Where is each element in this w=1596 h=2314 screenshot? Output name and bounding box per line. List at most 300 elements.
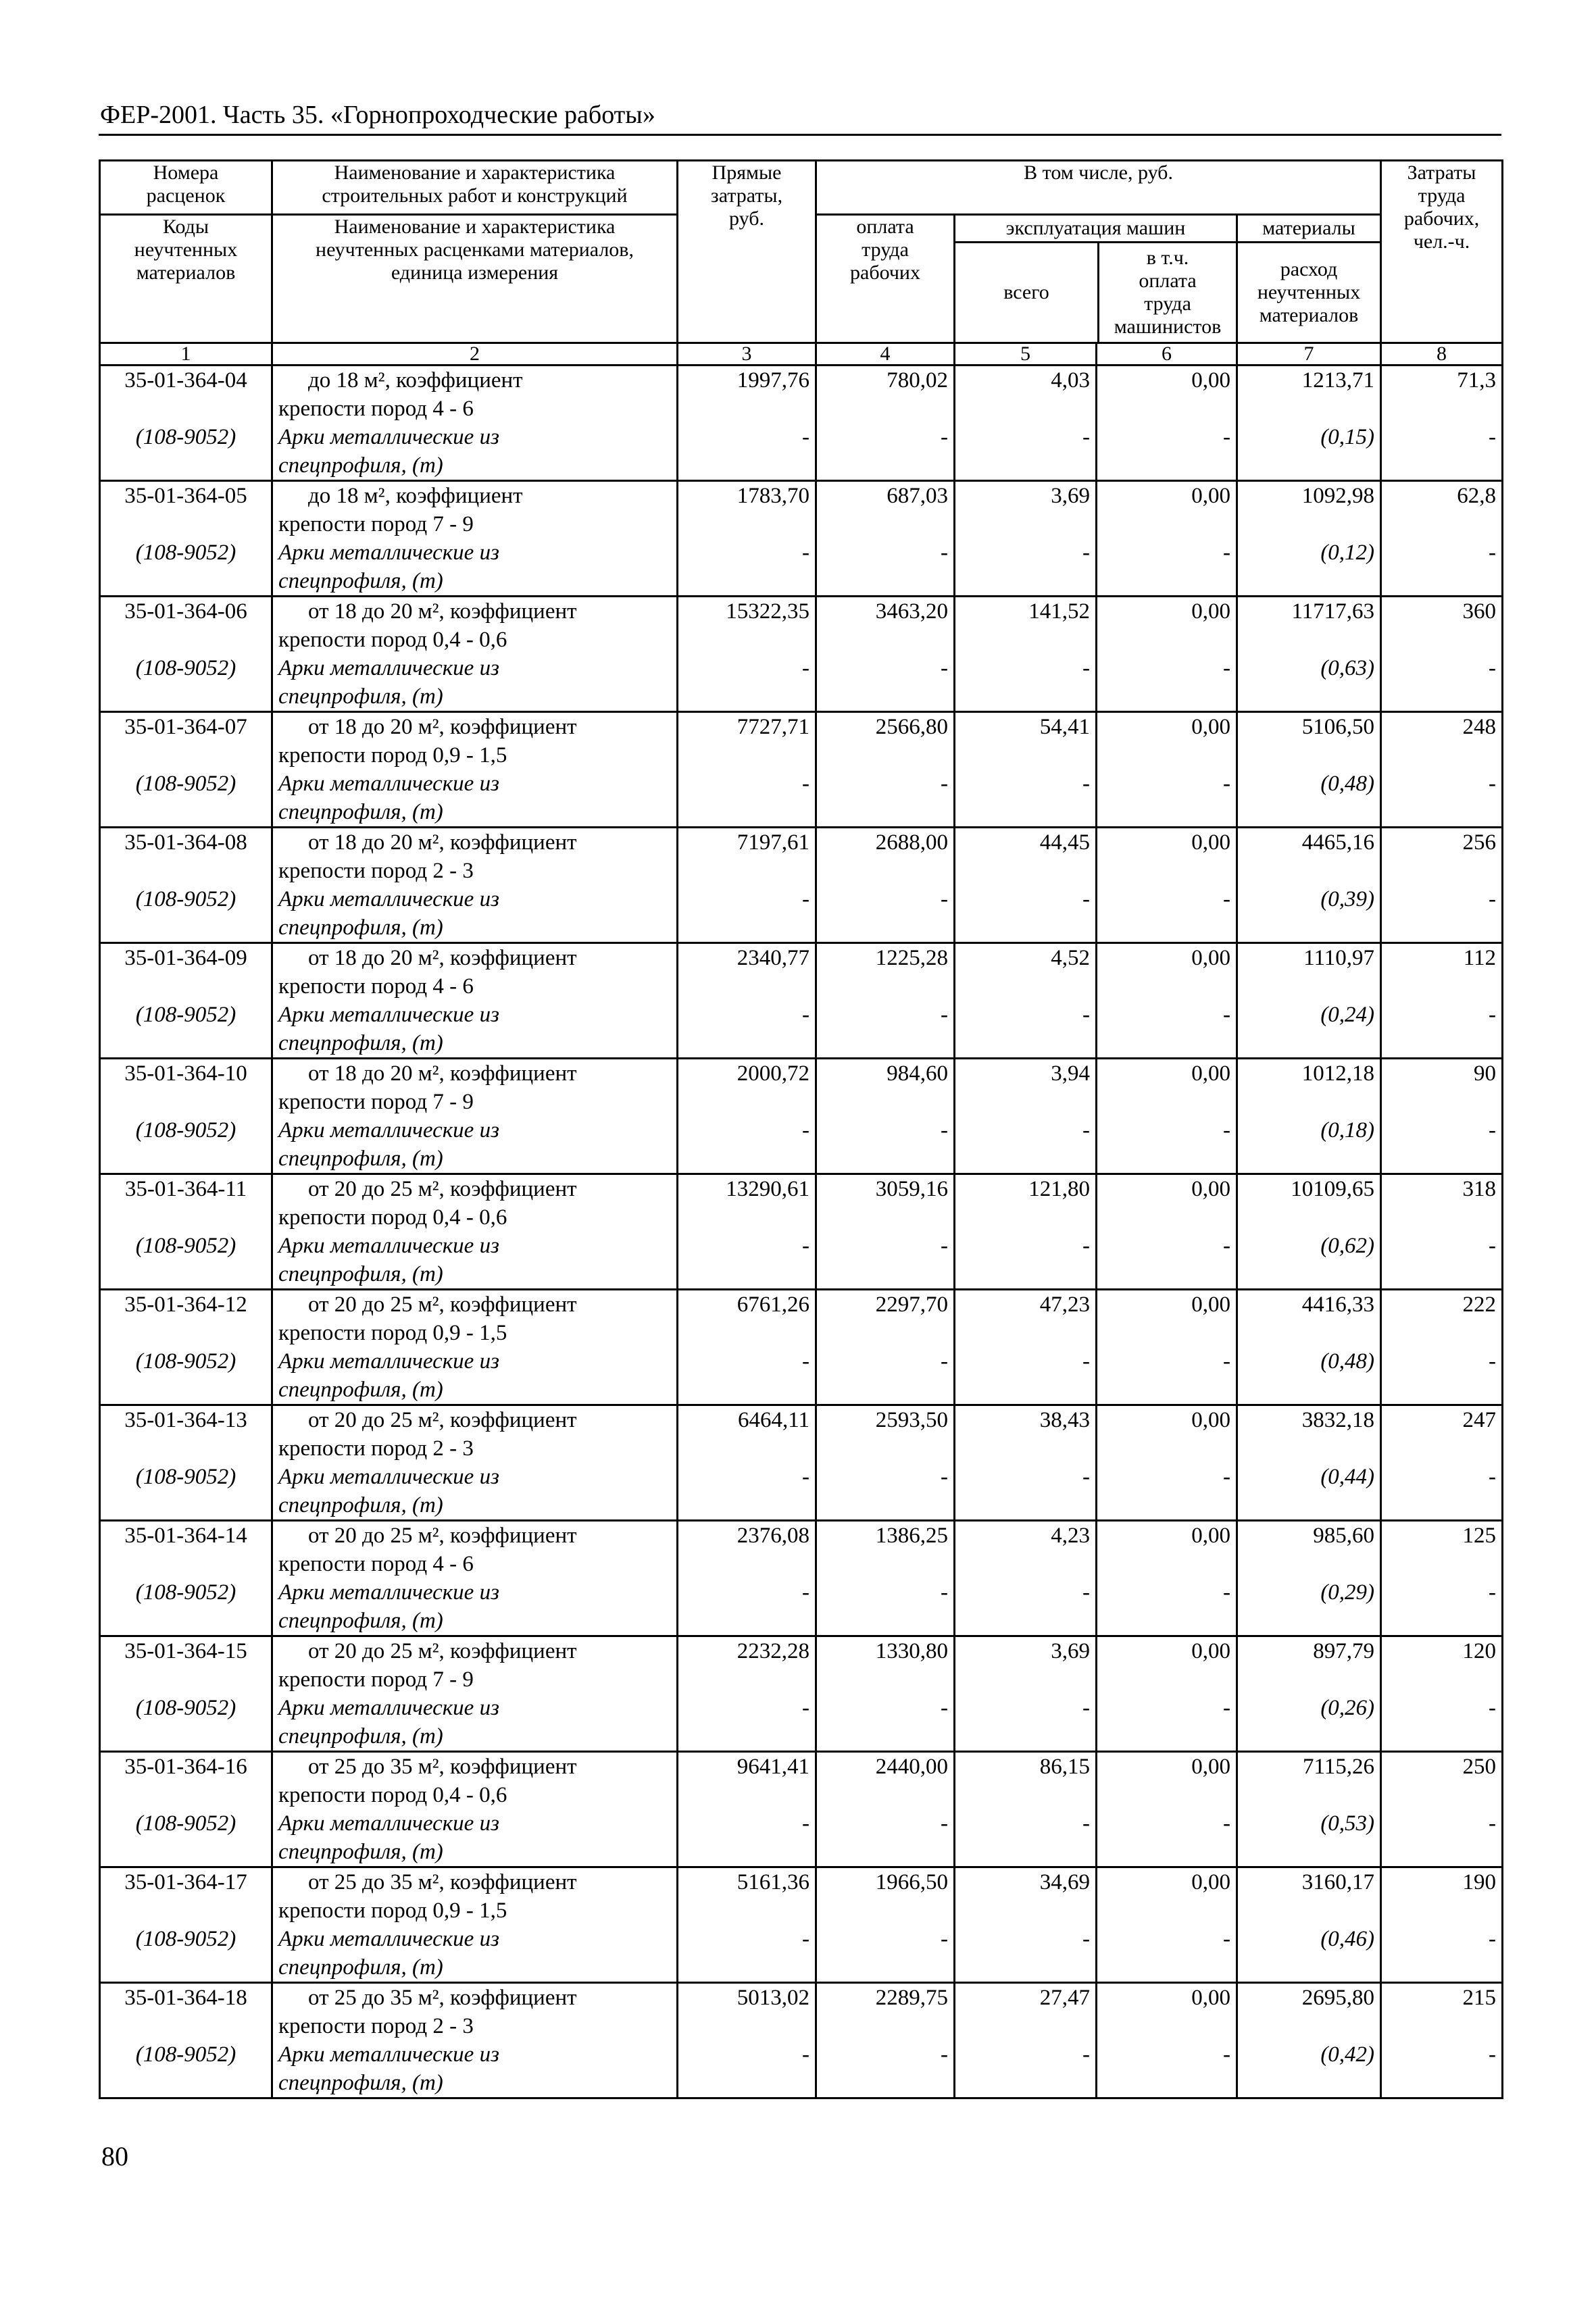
text-line: (108-9052) — [135, 1349, 236, 1374]
text-line: (108-9052) — [135, 1696, 236, 1720]
direct-costs: 7197,61 — [678, 828, 816, 886]
machinist-pay: 0,00 — [1097, 1983, 1237, 2041]
labor-hours: 112 — [1381, 943, 1503, 1001]
header-line: расход — [1280, 258, 1338, 280]
text-line: Арки металлические из — [278, 1696, 499, 1720]
material-quantity: (0,63) — [1237, 654, 1381, 712]
dash: - — [1381, 1809, 1503, 1867]
rate-row — [100, 1290, 1503, 1348]
text-line — [106, 1029, 266, 1057]
dash: - — [678, 885, 816, 943]
machines-total: 34,69 — [955, 1867, 1097, 1926]
dash: - — [678, 1001, 816, 1059]
labor-hours: 250 — [1381, 1752, 1503, 1810]
dash: - — [1381, 1694, 1503, 1752]
labor-pay: 984,60 — [816, 1059, 955, 1117]
text-line: (108-9052) — [135, 656, 236, 680]
text-line — [106, 1088, 266, 1116]
text-line — [106, 626, 266, 654]
direct-costs: 1783,70 — [678, 481, 816, 539]
material-row — [100, 1809, 1503, 1867]
material-row — [100, 1925, 1503, 1983]
rate-row — [100, 1636, 1503, 1694]
header-line: машинистов — [1114, 316, 1222, 338]
header-material-codes — [100, 215, 272, 343]
text-line: от 18 до 20 м², коэффициент — [308, 830, 577, 855]
material-quantity: (0,12) — [1237, 538, 1381, 597]
dash: - — [816, 1809, 955, 1867]
text-line — [106, 1838, 266, 1866]
materials-cost: 11717,63 — [1237, 597, 1381, 655]
text-line: (108-9052) — [135, 1234, 236, 1258]
text-line: (108-9052) — [135, 887, 236, 911]
machines-total: 141,52 — [955, 597, 1097, 655]
material-code — [100, 1232, 272, 1290]
text-line — [106, 1953, 266, 1982]
text-line: 35-01-364-07 — [124, 715, 247, 739]
work-description — [272, 712, 678, 770]
dash: - — [816, 1116, 955, 1174]
header-machines-total: всего — [955, 243, 1099, 342]
material-code — [100, 423, 272, 481]
text-line: 35-01-364-15 — [124, 1639, 247, 1663]
material-name — [272, 885, 678, 943]
text-line: от 20 до 25 м², коэффициент — [308, 1639, 577, 1663]
rate-code — [100, 1983, 272, 2041]
material-code — [100, 1925, 272, 1983]
machinist-pay: 0,00 — [1097, 1752, 1237, 1810]
dash: - — [1097, 1694, 1237, 1752]
material-row — [100, 1694, 1503, 1752]
machines-total: 3,69 — [955, 1636, 1097, 1694]
header-work-name — [272, 161, 678, 215]
text-line: спецпрофиля, (т) — [278, 453, 443, 478]
material-row — [100, 654, 1503, 712]
dash: - — [1381, 1578, 1503, 1636]
text-line: спецпрофиля, (т) — [278, 915, 443, 940]
text-line: крепости пород 0,4 - 0,6 — [278, 1205, 507, 1230]
direct-costs: 2340,77 — [678, 943, 816, 1001]
text-line: Арки металлические из — [278, 425, 499, 449]
machinist-pay: 0,00 — [1097, 1405, 1237, 1463]
material-name — [272, 1578, 678, 1636]
header-line: в т.ч. — [1146, 247, 1189, 269]
dash: - — [678, 1694, 816, 1752]
text-line: от 25 до 35 м², коэффициент — [308, 1755, 577, 1779]
text-line: (108-9052) — [135, 1927, 236, 1951]
machinist-pay: 0,00 — [1097, 1290, 1237, 1348]
column-number: 3 — [678, 343, 816, 366]
labor-pay: 1225,28 — [816, 943, 955, 1001]
dash: - — [955, 2040, 1097, 2098]
material-name — [272, 2040, 678, 2098]
header-machines: эксплуатация машин — [955, 216, 1236, 243]
text-line: Арки металлические из — [278, 1234, 499, 1258]
header-line: Коды — [162, 216, 209, 238]
rate-code — [100, 481, 272, 539]
header-line: материалов — [1259, 304, 1359, 326]
rate-code — [100, 1752, 272, 1810]
work-description — [272, 597, 678, 655]
text-line: (108-9052) — [135, 772, 236, 796]
text-line — [106, 2069, 266, 2097]
materials-cost: 2695,80 — [1237, 1983, 1381, 2041]
text-line: спецпрофиля, (т) — [278, 569, 443, 593]
dash: - — [955, 1116, 1097, 1174]
material-quantity: (0,46) — [1237, 1925, 1381, 1983]
material-name — [272, 423, 678, 481]
text-line — [106, 1491, 266, 1519]
text-line — [106, 913, 266, 942]
material-row — [100, 538, 1503, 597]
material-name — [272, 1232, 678, 1290]
labor-pay: 687,03 — [816, 481, 955, 539]
column-number: 8 — [1381, 343, 1503, 366]
text-line: 35-01-364-06 — [124, 599, 247, 624]
text-line: Арки металлические из — [278, 1349, 499, 1374]
text-line — [106, 1203, 266, 1232]
material-code — [100, 1116, 272, 1174]
machines-total: 44,45 — [955, 828, 1097, 886]
text-line: (108-9052) — [135, 1811, 236, 1836]
rate-row — [100, 1405, 1503, 1463]
text-line: от 18 до 20 м², коэффициент — [308, 1061, 577, 1086]
material-name — [272, 1925, 678, 1983]
table-header — [100, 161, 1503, 366]
text-line: крепости пород 2 - 3 — [278, 2014, 474, 2038]
direct-costs: 9641,41 — [678, 1752, 816, 1810]
text-line: от 20 до 25 м², коэффициент — [308, 1524, 577, 1548]
direct-costs: 5013,02 — [678, 1983, 816, 2041]
text-line: Арки металлические из — [278, 887, 499, 911]
dash: - — [955, 1694, 1097, 1752]
machines-total: 86,15 — [955, 1752, 1097, 1810]
dash: - — [678, 538, 816, 597]
machines-total: 3,69 — [955, 481, 1097, 539]
material-row — [100, 885, 1503, 943]
dash: - — [816, 423, 955, 481]
header-including: В том числе, руб. — [816, 161, 1381, 215]
text-line — [106, 1145, 266, 1173]
text-line: Арки металлические из — [278, 656, 499, 680]
work-description — [272, 1983, 678, 2041]
header-line: Наименование и характеристика — [334, 161, 616, 184]
material-row — [100, 1116, 1503, 1174]
dash: - — [678, 770, 816, 828]
material-code — [100, 1001, 272, 1059]
text-line: спецпрофиля, (т) — [278, 1031, 443, 1055]
text-line: крепости пород 0,9 - 1,5 — [278, 1898, 507, 1923]
text-line: от 25 до 35 м², коэффициент — [308, 1986, 577, 2010]
rate-code — [100, 712, 272, 770]
header-rule — [99, 134, 1501, 136]
rate-row — [100, 1983, 1503, 2041]
machinist-pay: 0,00 — [1097, 1174, 1237, 1232]
rate-row — [100, 1059, 1503, 1117]
material-code — [100, 1578, 272, 1636]
work-description — [272, 1521, 678, 1579]
text-line: (108-9052) — [135, 1118, 236, 1142]
text-line: 35-01-364-14 — [124, 1524, 247, 1548]
text-line: спецпрофиля, (т) — [278, 2071, 443, 2095]
text-line: 35-01-364-17 — [124, 1870, 247, 1894]
material-name — [272, 1001, 678, 1059]
dash: - — [1381, 885, 1503, 943]
text-line: Арки металлические из — [278, 1927, 499, 1951]
machinist-pay: 0,00 — [1097, 1521, 1237, 1579]
text-line: до 18 м², коэффициент — [308, 368, 523, 393]
dash: - — [1097, 770, 1237, 828]
text-line — [106, 567, 266, 595]
labor-hours: 247 — [1381, 1405, 1503, 1463]
dash: - — [1381, 1347, 1503, 1405]
dash: - — [816, 1347, 955, 1405]
labor-pay: 2566,80 — [816, 712, 955, 770]
text-line: спецпрофиля, (т) — [278, 1609, 443, 1633]
labor-hours: 318 — [1381, 1174, 1503, 1232]
material-name — [272, 1694, 678, 1752]
labor-hours: 215 — [1381, 1983, 1503, 2041]
material-quantity: (0,42) — [1237, 2040, 1381, 2098]
machines-total: 4,23 — [955, 1521, 1097, 1579]
materials-cost: 1110,97 — [1237, 943, 1381, 1001]
work-description — [272, 481, 678, 539]
dash: - — [1097, 1925, 1237, 1983]
rate-row — [100, 943, 1503, 1001]
text-line: до 18 м², коэффициент — [308, 484, 523, 508]
dash: - — [1097, 1463, 1237, 1521]
machinist-pay: 0,00 — [1097, 1867, 1237, 1926]
dash: - — [1097, 2040, 1237, 2098]
materials-cost: 1213,71 — [1237, 366, 1381, 424]
text-line: от 18 до 20 м², коэффициент — [308, 599, 577, 624]
rate-code — [100, 1174, 272, 1232]
material-quantity: (0,44) — [1237, 1463, 1381, 1521]
header-line: труда — [1418, 184, 1466, 207]
labor-pay: 1966,50 — [816, 1867, 955, 1926]
dash: - — [1381, 1232, 1503, 1290]
header-line: труда — [862, 238, 909, 261]
labor-pay: 2593,50 — [816, 1405, 955, 1463]
dash: - — [955, 770, 1097, 828]
header-rate-number — [100, 161, 272, 215]
text-line: Арки металлические из — [278, 1118, 499, 1142]
text-line — [106, 1722, 266, 1751]
header-materials-group — [1237, 215, 1381, 343]
material-quantity: (0,24) — [1237, 1001, 1381, 1059]
material-code — [100, 770, 272, 828]
rate-code — [100, 828, 272, 886]
text-line: 35-01-364-13 — [124, 1408, 247, 1432]
direct-costs: 15322,35 — [678, 597, 816, 655]
materials-cost: 3832,18 — [1237, 1405, 1381, 1463]
column-number: 6 — [1097, 343, 1237, 366]
labor-hours: 222 — [1381, 1290, 1503, 1348]
labor-pay: 3463,20 — [816, 597, 955, 655]
machines-total: 47,23 — [955, 1290, 1097, 1348]
work-description — [272, 1290, 678, 1348]
machinist-pay: 0,00 — [1097, 481, 1237, 539]
machinist-pay: 0,00 — [1097, 1059, 1237, 1117]
header-line: рабочих, — [1403, 207, 1480, 230]
labor-hours: 256 — [1381, 828, 1503, 886]
labor-hours: 62,8 — [1381, 481, 1503, 539]
material-row — [100, 1463, 1503, 1521]
dash: - — [1381, 1463, 1503, 1521]
text-line: (108-9052) — [135, 1580, 236, 1605]
text-line: Арки металлические из — [278, 1580, 499, 1605]
work-description — [272, 828, 678, 886]
direct-costs: 2000,72 — [678, 1059, 816, 1117]
labor-pay: 1386,25 — [816, 1521, 955, 1579]
dash: - — [1097, 1809, 1237, 1867]
text-line: Арки металлические из — [278, 1003, 499, 1027]
dash: - — [1097, 885, 1237, 943]
dash: - — [955, 1809, 1097, 1867]
text-line: (108-9052) — [135, 1003, 236, 1027]
text-line — [106, 1896, 266, 1925]
dash: - — [955, 885, 1097, 943]
dash: - — [1097, 1001, 1237, 1059]
text-line — [106, 1319, 266, 1347]
dash: - — [1097, 1116, 1237, 1174]
column-numbers-row — [100, 343, 1503, 366]
material-row — [100, 2040, 1503, 2098]
header-line: Затраты — [1407, 161, 1476, 184]
labor-pay: 2297,70 — [816, 1290, 955, 1348]
material-code — [100, 1694, 272, 1752]
text-line: от 20 до 25 м², коэффициент — [308, 1292, 577, 1317]
text-line — [106, 451, 266, 480]
dash: - — [678, 1347, 816, 1405]
rate-row — [100, 1174, 1503, 1232]
header-line: неучтенных — [1257, 281, 1361, 303]
text-line: спецпрофиля, (т) — [278, 1724, 443, 1749]
rates-table — [99, 159, 1503, 2099]
page-number: 80 — [101, 2141, 128, 2171]
page-header: ФЕР-2001. Часть 35. «Горнопроходческие работы» — [100, 101, 655, 129]
text-line: крепости пород 7 - 9 — [278, 512, 474, 536]
text-line — [106, 1260, 266, 1288]
work-description — [272, 1752, 678, 1810]
text-line: крепости пород 7 - 9 — [278, 1090, 474, 1114]
dash: - — [955, 1001, 1097, 1059]
dash: - — [678, 1232, 816, 1290]
column-number: 7 — [1237, 343, 1381, 366]
rate-code — [100, 1636, 272, 1694]
rate-row — [100, 597, 1503, 655]
material-name — [272, 1809, 678, 1867]
text-line: спецпрофиля, (т) — [278, 1262, 443, 1286]
text-line: 35-01-364-05 — [124, 484, 247, 508]
dash: - — [1381, 423, 1503, 481]
work-description — [272, 943, 678, 1001]
text-line: от 18 до 20 м², коэффициент — [308, 946, 577, 970]
dash: - — [1097, 1578, 1237, 1636]
rate-code — [100, 1867, 272, 1926]
materials-cost: 5106,50 — [1237, 712, 1381, 770]
rate-code — [100, 597, 272, 655]
dash: - — [678, 423, 816, 481]
header-machinist-pay — [1099, 243, 1236, 342]
rate-row — [100, 1752, 1503, 1810]
material-code — [100, 654, 272, 712]
header-line: чел.-ч. — [1413, 230, 1470, 253]
material-quantity: (0,29) — [1237, 1578, 1381, 1636]
text-line — [106, 1781, 266, 1809]
direct-costs: 5161,36 — [678, 1867, 816, 1926]
text-line: Арки металлические из — [278, 540, 499, 565]
rate-row — [100, 828, 1503, 886]
dash: - — [1381, 1116, 1503, 1174]
materials-cost: 4416,33 — [1237, 1290, 1381, 1348]
text-line: от 20 до 25 м², коэффициент — [308, 1177, 577, 1201]
header-line: оплата — [856, 216, 914, 238]
material-code — [100, 1809, 272, 1867]
material-quantity: (0,48) — [1237, 770, 1381, 828]
work-description — [272, 366, 678, 424]
text-line: от 20 до 25 м², коэффициент — [308, 1408, 577, 1432]
labor-pay: 2688,00 — [816, 828, 955, 886]
work-description — [272, 1174, 678, 1232]
text-line: спецпрофиля, (т) — [278, 1147, 443, 1171]
text-line: 35-01-364-18 — [124, 1986, 247, 2010]
rate-code — [100, 943, 272, 1001]
dash: - — [1381, 1001, 1503, 1059]
labor-hours: 120 — [1381, 1636, 1503, 1694]
text-line: (108-9052) — [135, 1465, 236, 1489]
dash: - — [1381, 538, 1503, 597]
header-line: Наименование и характеристика — [334, 216, 616, 238]
dash: - — [955, 1347, 1097, 1405]
dash: - — [1097, 538, 1237, 597]
material-quantity: (0,53) — [1237, 1809, 1381, 1867]
labor-pay: 780,02 — [816, 366, 955, 424]
direct-costs: 1997,76 — [678, 366, 816, 424]
text-line: Арки металлические из — [278, 772, 499, 796]
header-line: труда — [1144, 293, 1191, 315]
labor-hours: 71,3 — [1381, 366, 1503, 424]
text-line — [106, 1376, 266, 1404]
rate-code — [100, 1059, 272, 1117]
labor-hours: 248 — [1381, 712, 1503, 770]
rate-row — [100, 712, 1503, 770]
machinist-pay: 0,00 — [1097, 366, 1237, 424]
rate-row — [100, 481, 1503, 539]
header-line: строительных работ и конструкций — [322, 184, 628, 207]
dash: - — [816, 885, 955, 943]
material-row — [100, 1001, 1503, 1059]
text-line: (108-9052) — [135, 540, 236, 565]
material-code — [100, 1347, 272, 1405]
text-line: спецпрофиля, (т) — [278, 1955, 443, 1980]
text-line: (108-9052) — [135, 425, 236, 449]
text-line — [106, 798, 266, 826]
column-number: 1 — [100, 343, 272, 366]
text-line: 35-01-364-09 — [124, 946, 247, 970]
material-name — [272, 1116, 678, 1174]
machinist-pay: 0,00 — [1097, 712, 1237, 770]
text-line — [106, 1665, 266, 1694]
material-row — [100, 1347, 1503, 1405]
materials-cost: 985,60 — [1237, 1521, 1381, 1579]
material-row — [100, 770, 1503, 828]
text-line: крепости пород 2 - 3 — [278, 1436, 474, 1461]
material-code — [100, 2040, 272, 2098]
text-line: крепости пород 0,9 - 1,5 — [278, 743, 507, 768]
machines-total: 4,52 — [955, 943, 1097, 1001]
materials-cost: 1092,98 — [1237, 481, 1381, 539]
